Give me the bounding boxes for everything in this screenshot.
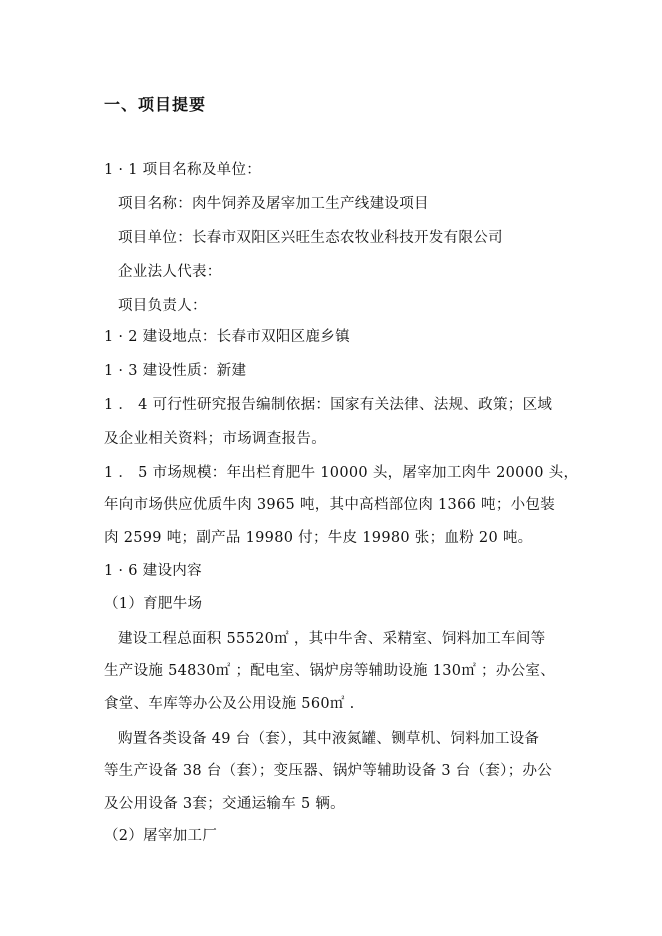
subsection-1-4-line1: 1 ． 4 可行性研究报告编制依据：国家有关法律、法规、政策；区域 <box>104 397 553 413</box>
subsection-1-1-title: 1 · 1 项目名称及单位： <box>104 162 262 178</box>
item-1-title: （1）育肥牛场 <box>104 596 203 612</box>
item-1-para1-line2: 生产设施 54830㎡ ；配电室、锅炉房等辅助设施 130㎡ ；办公室、 <box>104 663 556 679</box>
subsection-1-3: 1 · 3 建设性质：新建 <box>104 363 247 379</box>
subsection-1-4-line2: 及企业相关资料；市场调查报告。 <box>104 431 326 447</box>
subsection-1-5-line3: 肉 2599 吨；副产品 19980 付；牛皮 19980 张；血粉 20 吨。 <box>104 530 533 546</box>
item-1-para2-line3: 及公用设备 3套；交通运输车 5 辆。 <box>104 796 345 812</box>
section-heading: 一、项目提要 <box>104 95 207 114</box>
subsection-1-5-line2: 年向市场供应优质牛肉 3965 吨，其中高档部位肉 1366 吨；小包装 <box>104 497 556 513</box>
item-1-para1-line3: 食堂、车库等办公及公用设施 560㎡ . <box>104 696 355 712</box>
project-name: 项目名称：肉牛饲养及屠宰加工生产线建设项目 <box>118 196 429 212</box>
item-1-para2-line1: 购置各类设备 49 台（套），其中液氮罐、铡草机、饲料加工设备 <box>118 731 540 747</box>
project-manager: 项目负责人： <box>118 298 207 314</box>
legal-representative: 企业法人代表： <box>118 264 222 280</box>
subsection-1-6-title: 1 · 6 建设内容 <box>104 563 202 579</box>
project-unit: 项目单位：长春市双阳区兴旺生态农牧业科技开发有限公司 <box>118 230 503 246</box>
subsection-1-5-line1: 1 ． 5 市场规模：年出栏育肥牛 10000 头，屠宰加工肉牛 20000 头， <box>104 465 579 481</box>
item-2-title: （2）屠宰加工厂 <box>104 828 218 844</box>
item-1-para1-line1: 建设工程总面积 55520㎡ ，其中牛舍、采精室、饲料加工车间等 <box>118 631 546 647</box>
subsection-1-2: 1 · 2 建设地点：长春市双阳区鹿乡镇 <box>104 329 350 345</box>
item-1-para2-line2: 等生产设备 38 台（套）；变压器、锅炉等辅助设备 3 台（套）；办公 <box>104 763 553 779</box>
